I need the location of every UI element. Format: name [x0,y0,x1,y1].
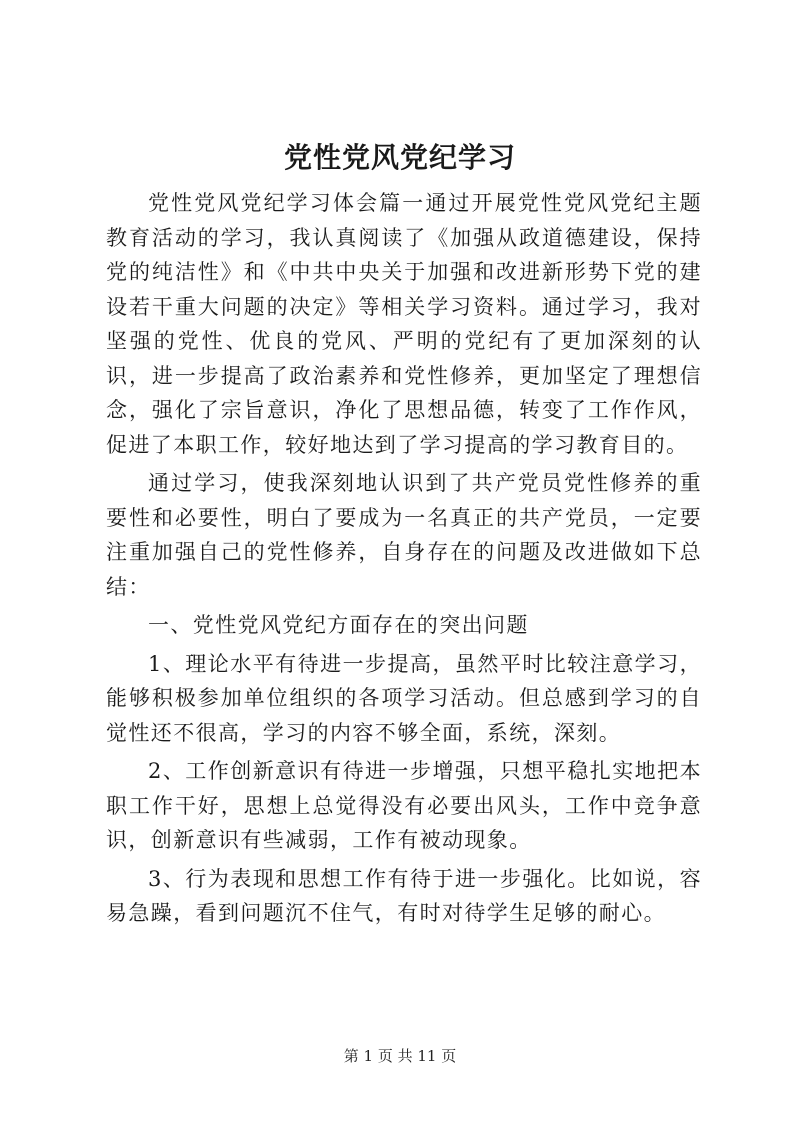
paragraph-item-3: 3、行为表现和思想工作有待于进一步强化。比如说，容易急躁，看到问题沉不住气，有时对待学生足够的耐心。 [106,866,702,925]
document-title: 党性党风党纪学习 [283,141,516,174]
section-heading-problems: 一、党性党风党纪方面存在的突出问题 [148,613,529,637]
page-footer: 第 1 页 共 11 页 [343,1047,457,1065]
document-body [106,186,702,935]
paragraph-item-1: 1、理论水平有待进一步提高，虽然平时比较注意学习，能够积极参加单位组织的各项学习活动。但总感到学习的自觉性还不很高，学习的内容不够全面，系统，深刻。 [106,651,702,745]
paragraph-understanding: 通过学习，使我深刻地认识到了共产党员党性修养的重要性和必要性，明白了要成为一名真正的共产党员，一定要注重加强自己的党性修养，自身存在的问题及改进做如下总结： [106,471,702,599]
paragraph-item-2: 2、工作创新意识有待进一步增强，只想平稳扎实地把本职工作干好，思想上总觉得没有必要出风头，工作中竞争意识，创新意识有些减弱，工作有被动现象。 [106,759,702,852]
paragraph-intro: 党性党风党纪学习体会篇一通过开展党性党风党纪主题教育活动的学习，我认真阅读了《加强从政道德建设，保持党的纯洁性》和《中共中央关于加强和改进新形势下党的建设若干重大问题的决定》等相关学习资料。通过学习，我对坚强的党性、优良的党风、严明的党纪有了更加深刻的认识，进一步提高了政治素养和党性修养，更加坚定了理想信念，强化了宗旨意识，净化了思想品德，转变了工作作风，促进了本职工作，较好地达到了学习提高的学习教育目的。 [106,191,702,457]
